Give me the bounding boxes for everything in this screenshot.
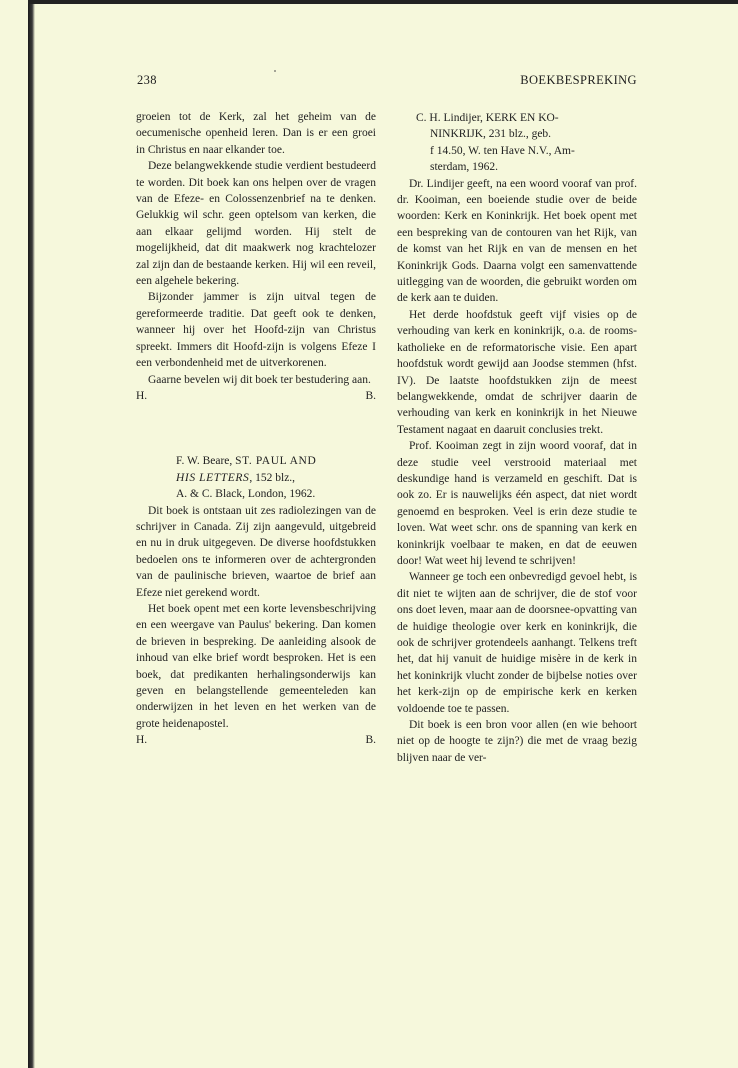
paragraph: Dit boek is ontstaan uit zes radiolezingen van de schrijver in Canada. Zij zijn aangevuld, uitgebreid en nu in druk uitgegeven. De diverse hoofdstukken bedoelen ons te informeren over de achtergronden van de paulinische brieven, waartoe de brief aan Efeze niet gerekend wordt. [136,504,376,599]
reviewer-signature [136,732,376,748]
scan-top-edge [28,0,738,4]
signature-initial: H. [136,734,148,747]
paragraph: Wanneer ge toch een onbevredigd gevoel hebt, is dit niet te wijten aan de schrijver, die de stof voor ons doet leven, maar aan de doorsnee-opvatting van de huidige theologie over kerk en koninkrijk, die ook de schrijver grotendeels aanhangt. Telkens treft het, dat hij vanuit de huidige misère in de kerk in het koninkrijk vlucht zonder de bijbelse noties over het kerk-zijn op de empirische kerk en kerken voldoende toe te passen. [397,571,637,715]
paragraph: Dit boek is een bron voor allen (en wie behoort niet op de hoogte te zijn?) die met de vraag bezig blijven naar de ver- [397,719,637,764]
scan-speck [274,70,276,72]
signature-initial: H. [136,389,148,402]
section-gap [136,404,376,453]
citation-line: NINKRIJK, 231 blz., geb. [430,128,552,141]
paragraph: Deze belangwekkende studie verdient bestudeerd te worden. Dit boek kan ons helpen over de vragen van de Efeze- en Colossenzenbrief na te denken. Gelukkig wil schr. geen optelsom van kerken, die aan elkaar gelijmd worden. Hij stelt de mogelijkheid, dat dit maakwerk nog krachtelozer zal zijn dan de bestaande kerken. Hij wil een reveil, een algehele bekering. [136,160,376,288]
citation-title: HIS LETTERS [176,471,250,484]
paragraph: groeien tot de Kerk, zal het geheim van de oecumenische openheid leren. Dan is er een groei in Christus en naar elkander toe. [136,111,376,156]
left-column [136,109,376,749]
citation-line: sterdam, 1962. [430,161,499,174]
page-number: 238 [137,73,157,87]
signature-initial: B. [365,734,376,747]
right-column [397,110,637,766]
book-citation [176,453,376,502]
paragraph: Het boek opent met een korte levensbeschrijving en een weergave van Paulus' bekering. Dan komen de brieven in bespreking. De aanleiding alsook de inhoud van elke brief wordt besproken. Het is een boek, dat predikanten herhalingsonderwijs kan geven en belangstellende gemeenteleden kan onderwijzen in het leven en het werken van de grote heidenapostel. [136,602,376,730]
citation-publisher: A. & C. Black, London, 1962. [176,488,316,501]
citation-line [176,470,376,486]
paragraph: Gaarne bevelen wij dit boek ter bestudering aan. [148,373,371,386]
scan-left-edge-shadow [28,0,35,1068]
paragraph: Het derde hoofdstuk geeft vijf visies op de verhouding van kerk en koninkrijk, o.a. de rooms-katholieke en de reformatorische visie. Een apart hoofdstuk wordt gewijd aan Joodse stemmen (hfst. IV). De laatste hoofdstukken zijn de meest belangwekkende, omdat de schrijver daarin de verhouding van kerk en koninkrijk in het Nieuwe Testament nagaat en daaruit conclusies trekt. [397,308,637,436]
citation-line: f 14.50, W. ten Have N.V., Am- [430,144,575,157]
page-header [137,73,637,93]
signature-initial: B. [365,389,376,402]
paragraph: Dr. Lindijer geeft, na een woord vooraf van prof. dr. Kooiman, een boeiende studie over de beide woorden: Kerk en Koninkrijk. Het boek opent met een bespreking van de contouren van het Rijk, van de komst van het Rijk en van de mensen en het Koninkrijk Gods. Daarna volgt een samenvattende uitlegging van de woorden, die gebruikt worden om de kerk aan te duiden. [397,177,637,305]
running-head: BOEKBESPREKING [520,73,637,87]
citation-line [176,453,376,469]
paragraph: Bijzonder jammer is zijn uitval tegen de gereformeerde traditie. Dat geeft ook te denken, wanneer hij over het Hoofd-zijn van Christus spreekt. Immers dit Hoofd-zijn is volgens Efeze I een verbondenheid met de uitverkorenen. [136,291,376,370]
citation-title: ST. PAUL AND [235,455,317,468]
book-citation [416,110,637,176]
citation-pages: , 152 blz., [249,471,296,484]
citation-line: C. H. Lindijer, KERK EN KO- [416,112,559,124]
paragraph: Prof. Kooiman zegt in zijn woord vooraf, dat in deze studie veel verstrooid materiaal met deskundige hand is verzameld en geschift. Dat is ook zo. Er is nauwelijks één aspect, dat niet wordt genoemd en besproken. Veel is erin deze studie te loven. Wat weet schr. ons de spanning van kerk en koninkrijk voelbaar te maken, en dat de eeuwen door! Wat weet hij levend te schrijven! [397,440,637,567]
citation-author: F. W. Beare, [176,455,236,468]
reviewer-signature [136,388,376,404]
